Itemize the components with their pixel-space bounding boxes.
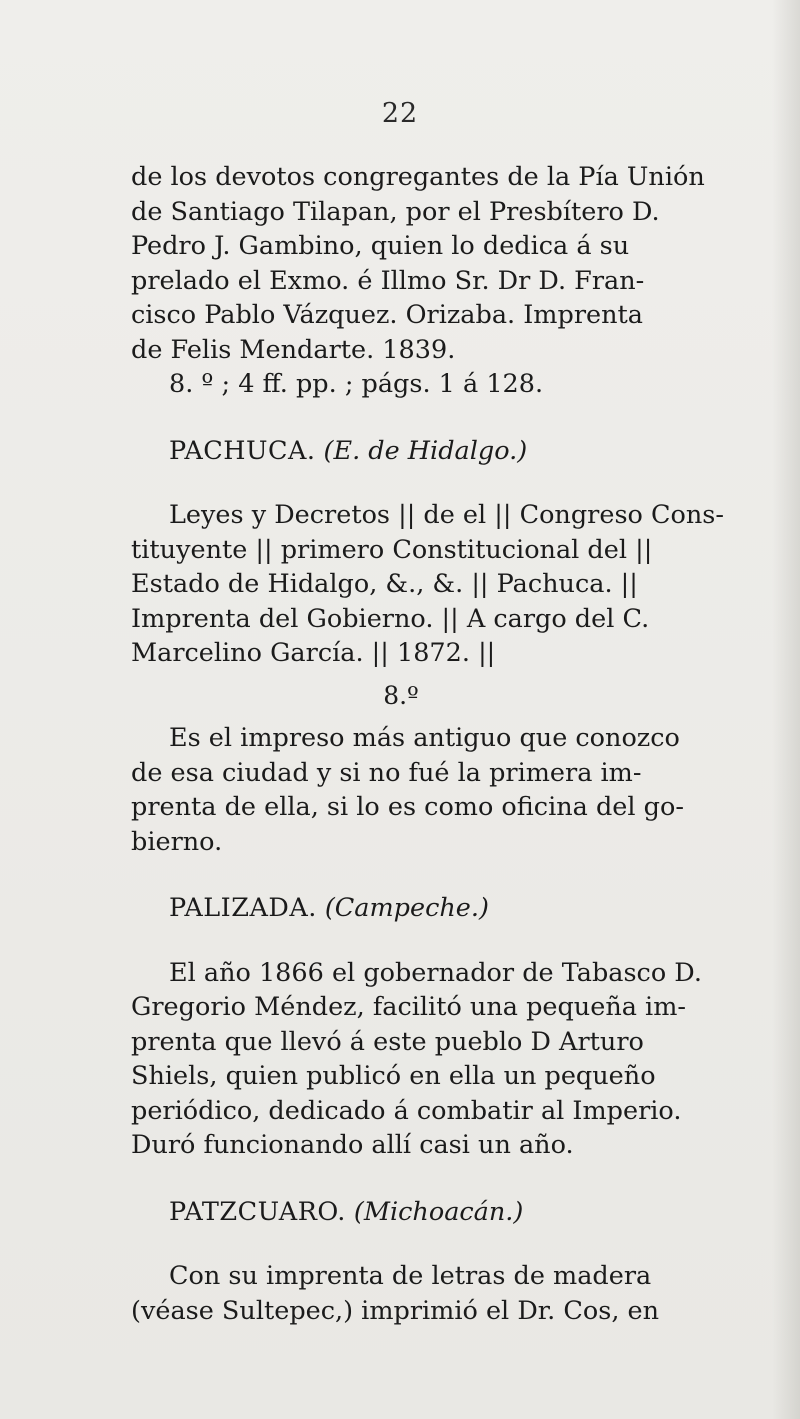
section-heading-patzcuaro [131,1195,671,1230]
page-number: 22 [381,98,419,129]
text-line: de los devotos congregantes de la Pía Unión [131,162,705,192]
text-line: Duró funcionando allí casi un año. [131,1130,574,1160]
format-line: 8.º [383,680,419,710]
text-line: prenta que llevó á este pueblo D Arturo [131,1026,644,1057]
text-line: tituyente || primero Constitucional del || [131,534,653,565]
place-name: PATZCUARO. [169,1196,346,1227]
text-line: periódico, dedicado á combatir al Imperio. [131,1095,682,1126]
text-line: El año 1866 el gobernador de Tabasco D. [169,957,702,988]
patzcuaro-text [131,1259,671,1328]
place-name: PALIZADA. [169,893,317,923]
format-line: 8. º ; 4 ff. pp. ; págs. 1 á 128. [169,369,544,399]
pachuca-title [131,498,724,671]
text-line: de Felis Mendarte. 1839. [131,334,456,365]
place-name: PACHUCA. [169,435,316,466]
pachuca-note [131,721,684,859]
text-line: Shiels, quien publicó en ella un pequeño [131,1061,656,1091]
palizada-text [131,956,702,1163]
text-line: Gregorio Méndez, facilitó una pequeña im- [131,992,686,1022]
text-line: prenta de ella, si lo es como oficina del go- [131,792,684,822]
text-line: cisco Pablo Vázquez. Orizaba. Imprenta [131,300,643,330]
page-edge-shadow [772,0,800,1419]
section-heading-palizada [131,891,671,926]
text-column [131,160,724,1328]
text-line: Pedro J. Gambino, quien lo dedica á su [131,231,630,261]
region-name: (Michoacán.) [353,1196,524,1227]
text-line: Con su imprenta de letras de madera [169,1261,652,1291]
text-line: Leyes y Decretos || de el || Congreso Cons- [169,500,724,530]
text-line: Imprenta del Gobierno. || A cargo del C. [131,603,650,634]
section-heading-pachuca [131,434,671,469]
entry-continuation [131,160,705,402]
text-line: de esa ciudad y si no fué la primera im- [131,757,642,788]
text-line: Marcelino García. || 1872. || [131,638,496,668]
text-line: Es el impreso más antiguo que conozco [169,723,680,753]
text-line: (véase Sultepec,) imprimió el Dr. Cos, en [131,1295,660,1326]
text-line: Estado de Hidalgo, &., &. || Pachuca. || [131,569,638,599]
region-name: (Campeche.) [324,893,489,923]
text-line: de Santiago Tilapan, por el Presbítero D. [131,196,660,227]
text-line: prelado el Exmo. é Illmo Sr. Dr D. Fran- [131,265,645,296]
text-line: bierno. [131,826,223,857]
region-name: (E. de Hidalgo.) [323,435,528,466]
